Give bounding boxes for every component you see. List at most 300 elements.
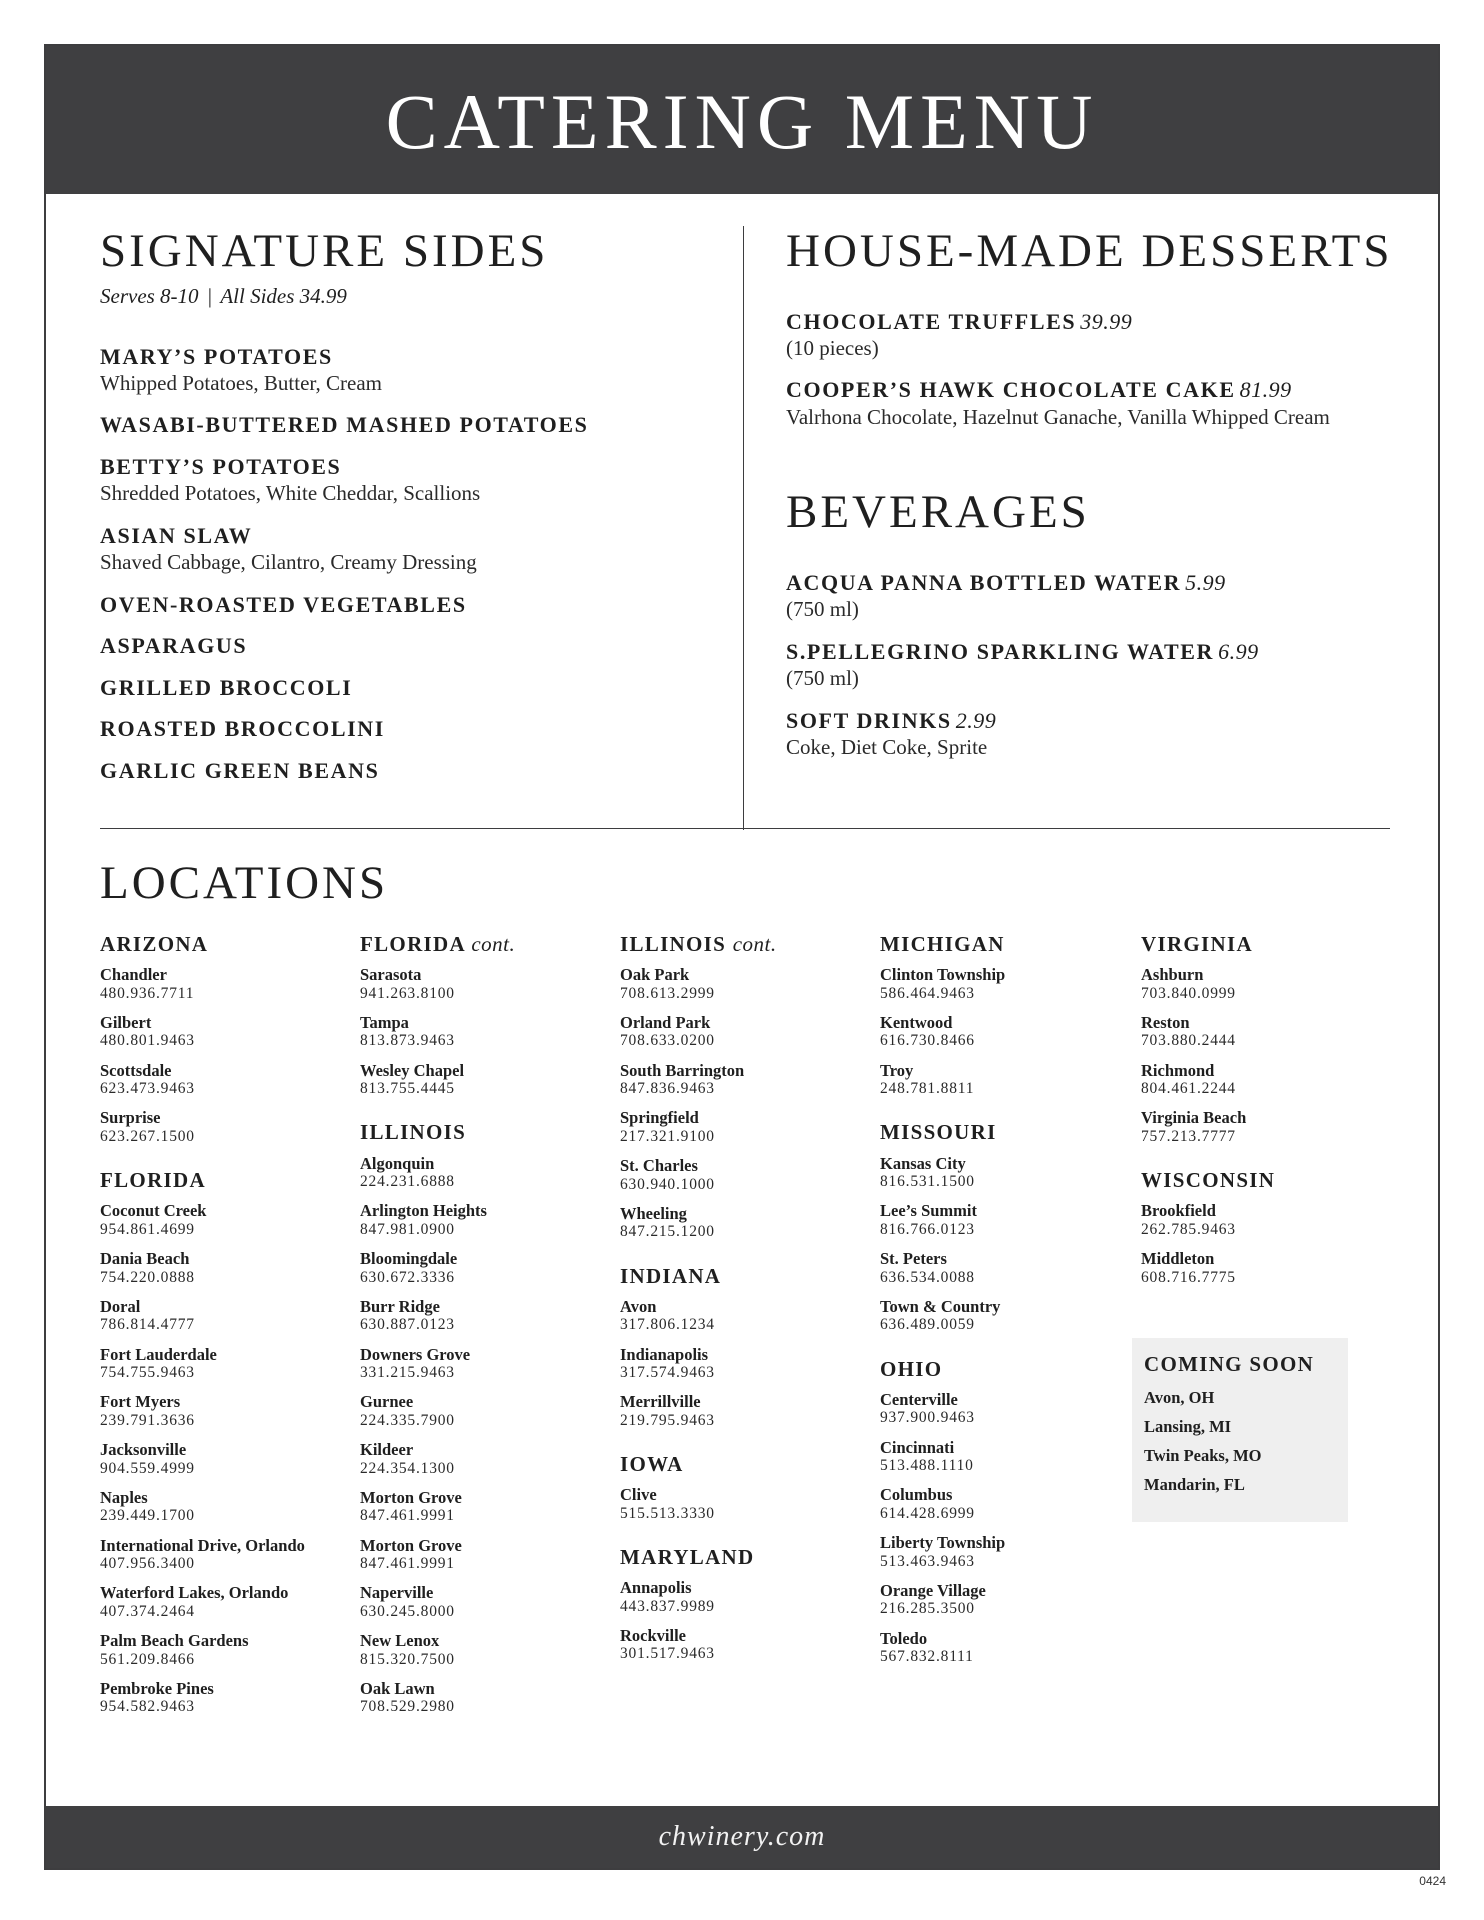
serves-line bbox=[100, 284, 740, 309]
location-phone: 443.837.9989 bbox=[620, 1597, 715, 1615]
menu-item bbox=[100, 522, 740, 577]
location-entry bbox=[880, 1201, 1136, 1239]
menu-item-price: 39.99 bbox=[1080, 308, 1133, 334]
menu-item-name: MARY’S POTATOES bbox=[100, 343, 333, 369]
location-entry bbox=[620, 1297, 876, 1335]
location-city: Lee’s Summit bbox=[880, 1201, 978, 1221]
location-entry bbox=[880, 1438, 1136, 1476]
location-phone: 636.489.0059 bbox=[880, 1316, 975, 1334]
state-heading bbox=[880, 1120, 1136, 1145]
location-entry bbox=[880, 1485, 1136, 1523]
location-city: Kildeer bbox=[360, 1440, 414, 1460]
state-continued-label: cont. bbox=[471, 932, 516, 956]
menu-item-name-line bbox=[100, 522, 740, 550]
menu-item bbox=[100, 411, 740, 439]
state-continued-label: cont. bbox=[732, 932, 777, 956]
location-city: Surprise bbox=[100, 1108, 161, 1128]
location-phone: 224.354.1300 bbox=[360, 1459, 455, 1477]
location-entry bbox=[880, 1581, 1136, 1619]
location-city: Town & Country bbox=[880, 1296, 1001, 1316]
location-entry bbox=[620, 1578, 876, 1616]
location-entry bbox=[100, 1108, 356, 1146]
location-entry bbox=[360, 1488, 616, 1526]
menu-item-name: ACQUA PANNA BOTTLED WATER bbox=[786, 569, 1182, 595]
location-city: Richmond bbox=[1141, 1060, 1215, 1080]
menu-item-name: GARLIC GREEN BEANS bbox=[100, 757, 380, 783]
state-heading bbox=[360, 932, 616, 957]
state-heading bbox=[620, 1452, 876, 1477]
location-city: Indianapolis bbox=[620, 1344, 709, 1364]
state-name: ILLINOIS bbox=[620, 932, 727, 956]
state-block bbox=[1141, 932, 1397, 1146]
location-city: Waterford Lakes, Orlando bbox=[100, 1583, 289, 1603]
location-city: Virginia Beach bbox=[1141, 1108, 1247, 1128]
location-phone: 480.936.7711 bbox=[100, 984, 195, 1002]
location-phone: 937.900.9463 bbox=[880, 1409, 975, 1427]
location-city: Ashburn bbox=[1141, 965, 1204, 985]
location-city: Gilbert bbox=[100, 1012, 152, 1032]
menu-item-name-line bbox=[100, 343, 740, 371]
location-city: Coconut Creek bbox=[100, 1201, 207, 1221]
state-name: VIRGINIA bbox=[1141, 932, 1253, 956]
menu-item-description: (10 pieces) bbox=[786, 336, 879, 361]
location-city: St. Charles bbox=[620, 1156, 698, 1176]
location-phone: 847.461.9991 bbox=[360, 1507, 455, 1525]
menu-item-price: 2.99 bbox=[955, 707, 997, 733]
menu-item-description: Coke, Diet Coke, Sprite bbox=[786, 735, 988, 760]
location-city: Clinton Township bbox=[880, 965, 1006, 985]
location-entry bbox=[1141, 1013, 1397, 1051]
location-city: Sarasota bbox=[360, 965, 422, 985]
location-phone: 703.880.2444 bbox=[1141, 1032, 1236, 1050]
state-block bbox=[880, 1357, 1136, 1667]
state-name: OHIO bbox=[880, 1356, 943, 1381]
menu-item bbox=[100, 453, 740, 508]
location-phone: 616.730.8466 bbox=[880, 1032, 975, 1050]
locations-column-1 bbox=[100, 932, 356, 1739]
location-entry bbox=[620, 1204, 876, 1242]
location-phone: 480.801.9463 bbox=[100, 1032, 195, 1050]
state-block bbox=[620, 1452, 876, 1523]
locations-column-3 bbox=[620, 932, 876, 1686]
state-block bbox=[880, 1120, 1136, 1334]
website-url[interactable]: chwinery.com bbox=[658, 1821, 826, 1852]
location-entry bbox=[1141, 1201, 1397, 1239]
location-city: Wesley Chapel bbox=[360, 1060, 465, 1080]
location-phone: 941.263.8100 bbox=[360, 984, 455, 1002]
location-city: Reston bbox=[1141, 1012, 1190, 1032]
location-phone: 954.861.4699 bbox=[100, 1220, 195, 1238]
location-city: Avon bbox=[620, 1296, 657, 1316]
location-phone: 248.781.8811 bbox=[880, 1080, 975, 1098]
location-city: Algonquin bbox=[360, 1153, 435, 1173]
coming-soon-list bbox=[1144, 1383, 1336, 1499]
location-entry bbox=[360, 1249, 616, 1287]
state-heading bbox=[880, 1357, 1136, 1382]
location-city: Palm Beach Gardens bbox=[100, 1631, 249, 1651]
locations-heading: LOCATIONS bbox=[100, 857, 389, 909]
location-city: Kansas City bbox=[880, 1153, 966, 1173]
menu-item bbox=[100, 757, 740, 785]
location-city: Brookfield bbox=[1141, 1201, 1216, 1221]
location-city: Burr Ridge bbox=[360, 1296, 440, 1316]
locations-column-2 bbox=[360, 932, 616, 1739]
menu-item bbox=[786, 638, 1406, 693]
coming-soon-location: Avon, OH bbox=[1144, 1388, 1215, 1407]
location-entry bbox=[360, 1583, 616, 1621]
location-city: Jacksonville bbox=[100, 1440, 187, 1460]
location-entry bbox=[620, 1156, 876, 1194]
location-entry bbox=[360, 1013, 616, 1051]
state-block bbox=[620, 1264, 876, 1430]
beverages-heading: BEVERAGES bbox=[786, 486, 1090, 539]
serves-separator: | bbox=[206, 283, 213, 308]
location-entry bbox=[360, 1345, 616, 1383]
location-city: Dania Beach bbox=[100, 1249, 190, 1269]
location-entry bbox=[620, 965, 876, 1003]
location-entry bbox=[1141, 1108, 1397, 1146]
location-city: Scottsdale bbox=[100, 1060, 172, 1080]
footer-band bbox=[46, 1806, 1438, 1868]
location-city: Orland Park bbox=[620, 1012, 711, 1032]
location-entry bbox=[880, 1061, 1136, 1099]
location-phone: 703.840.0999 bbox=[1141, 984, 1236, 1002]
state-heading bbox=[880, 932, 1136, 957]
location-city: Toledo bbox=[880, 1628, 928, 1648]
state-name: MARYLAND bbox=[620, 1545, 755, 1570]
location-entry bbox=[620, 1626, 876, 1664]
menu-item-name: S.PELLEGRINO SPARKLING WATER bbox=[786, 638, 1215, 664]
state-name: MISSOURI bbox=[880, 1120, 997, 1145]
state-heading bbox=[360, 1120, 616, 1145]
location-entry bbox=[360, 1061, 616, 1099]
location-entry bbox=[620, 1061, 876, 1099]
location-entry bbox=[360, 1536, 616, 1574]
location-city: Fort Lauderdale bbox=[100, 1344, 217, 1364]
location-entry bbox=[1141, 1061, 1397, 1099]
location-phone: 513.488.1110 bbox=[880, 1457, 974, 1475]
location-city: St. Peters bbox=[880, 1249, 947, 1269]
location-entry bbox=[100, 1536, 356, 1574]
menu-item-name-line bbox=[100, 411, 740, 439]
location-entry bbox=[360, 1440, 616, 1478]
menu-item bbox=[786, 569, 1406, 624]
menu-item-description: (750 ml) bbox=[786, 597, 859, 622]
menu-item bbox=[786, 308, 1406, 363]
location-phone: 847.461.9991 bbox=[360, 1555, 455, 1573]
menu-item-name: SOFT DRINKS bbox=[786, 707, 952, 733]
location-entry bbox=[100, 965, 356, 1003]
menu-item-name-line bbox=[786, 569, 1406, 597]
desserts-heading: HOUSE-MADE DESSERTS bbox=[786, 225, 1393, 277]
state-name: IOWA bbox=[620, 1452, 684, 1477]
state-heading bbox=[1141, 932, 1397, 957]
location-city: Chandler bbox=[100, 965, 167, 985]
menu-page bbox=[44, 44, 1440, 1870]
locations-column-5 bbox=[1141, 932, 1397, 1309]
coming-soon-box bbox=[1132, 1338, 1348, 1522]
menu-item-name-line bbox=[100, 757, 740, 785]
location-city: Naperville bbox=[360, 1583, 434, 1603]
location-phone: 816.766.0123 bbox=[880, 1220, 975, 1238]
state-heading bbox=[620, 932, 876, 957]
location-phone: 216.285.3500 bbox=[880, 1600, 975, 1618]
location-entry bbox=[620, 1345, 876, 1383]
location-city: International Drive, Orlando bbox=[100, 1535, 305, 1555]
menu-item bbox=[100, 715, 740, 743]
location-phone: 813.873.9463 bbox=[360, 1032, 455, 1050]
location-city: Oak Park bbox=[620, 965, 690, 985]
location-phone: 815.320.7500 bbox=[360, 1650, 455, 1668]
location-phone: 623.267.1500 bbox=[100, 1127, 195, 1145]
state-name: MICHIGAN bbox=[880, 932, 1005, 956]
state-block bbox=[360, 932, 616, 1098]
location-phone: 754.220.0888 bbox=[100, 1268, 195, 1286]
location-phone: 708.529.2980 bbox=[360, 1698, 455, 1716]
location-entry bbox=[620, 1485, 876, 1523]
menu-item-name-line bbox=[100, 453, 740, 481]
state-block bbox=[360, 1120, 616, 1716]
location-city: Springfield bbox=[620, 1108, 699, 1128]
location-entry bbox=[100, 1201, 356, 1239]
location-city: Columbus bbox=[880, 1485, 953, 1505]
document-code: 0424 bbox=[1419, 1874, 1446, 1888]
location-phone: 708.613.2999 bbox=[620, 984, 715, 1002]
location-city: South Barrington bbox=[620, 1060, 745, 1080]
state-block bbox=[1141, 1168, 1397, 1287]
location-phone: 630.887.0123 bbox=[360, 1316, 455, 1334]
location-phone: 847.836.9463 bbox=[620, 1080, 715, 1098]
location-entry bbox=[360, 1297, 616, 1335]
state-name: FLORIDA bbox=[360, 932, 465, 956]
menu-item bbox=[100, 674, 740, 702]
location-phone: 847.215.1200 bbox=[620, 1223, 715, 1241]
location-entry bbox=[880, 1390, 1136, 1428]
location-city: Cincinnati bbox=[880, 1437, 955, 1457]
state-heading bbox=[100, 932, 356, 957]
location-entry bbox=[100, 1345, 356, 1383]
location-entry bbox=[360, 1631, 616, 1669]
location-phone: 614.428.6999 bbox=[880, 1504, 975, 1522]
location-phone: 224.231.6888 bbox=[360, 1173, 455, 1191]
location-entry bbox=[100, 1440, 356, 1478]
location-city: Downers Grove bbox=[360, 1344, 471, 1364]
location-phone: 754.755.9463 bbox=[100, 1364, 195, 1382]
state-heading bbox=[1141, 1168, 1397, 1193]
menu-item-name-line bbox=[786, 308, 1406, 336]
menu-item-name-line bbox=[786, 376, 1406, 404]
menu-item bbox=[786, 376, 1406, 431]
menu-item-name-line bbox=[100, 591, 740, 619]
vertical-divider bbox=[743, 226, 744, 830]
location-entry bbox=[100, 1061, 356, 1099]
location-phone: 708.633.0200 bbox=[620, 1032, 715, 1050]
location-city: Pembroke Pines bbox=[100, 1678, 214, 1698]
location-phone: 217.321.9100 bbox=[620, 1127, 715, 1145]
menu-item bbox=[100, 591, 740, 619]
location-entry bbox=[880, 1629, 1136, 1667]
state-name: FLORIDA bbox=[100, 1168, 206, 1193]
location-city: New Lenox bbox=[360, 1631, 440, 1651]
menu-item-description: Whipped Potatoes, Butter, Cream bbox=[100, 371, 383, 396]
beverages-section bbox=[786, 487, 1406, 761]
location-city: Middleton bbox=[1141, 1249, 1215, 1269]
state-heading bbox=[620, 1264, 876, 1289]
state-block bbox=[620, 932, 876, 1242]
menu-item-name: ASPARAGUS bbox=[100, 633, 248, 659]
location-entry bbox=[100, 1249, 356, 1287]
state-block bbox=[620, 1545, 876, 1664]
location-phone: 407.374.2464 bbox=[100, 1602, 195, 1620]
location-city: Orange Village bbox=[880, 1580, 986, 1600]
all-sides-price: All Sides 34.99 bbox=[220, 283, 347, 308]
menu-item-name: BETTY’S POTATOES bbox=[100, 453, 342, 479]
location-entry bbox=[880, 965, 1136, 1003]
sides-list bbox=[100, 343, 740, 784]
location-entry bbox=[360, 965, 616, 1003]
state-name: WISCONSIN bbox=[1141, 1168, 1276, 1193]
location-entry bbox=[880, 1249, 1136, 1287]
location-phone: 954.582.9463 bbox=[100, 1698, 195, 1716]
menu-item-description: Valrhona Chocolate, Hazelnut Ganache, Vanilla Whipped Cream bbox=[786, 404, 1330, 429]
signature-sides-heading: SIGNATURE SIDES bbox=[100, 225, 549, 277]
location-city: Morton Grove bbox=[360, 1487, 462, 1507]
menu-item-name: GRILLED BROCCOLI bbox=[100, 674, 353, 700]
location-city: Oak Lawn bbox=[360, 1678, 435, 1698]
location-city: Gurnee bbox=[360, 1392, 414, 1412]
horizontal-divider bbox=[100, 828, 1390, 829]
menu-item-name: OVEN-ROASTED VEGETABLES bbox=[100, 591, 467, 617]
menu-item-name: ROASTED BROCCOLINI bbox=[100, 716, 385, 742]
state-name: ILLINOIS bbox=[360, 1120, 467, 1145]
location-phone: 515.513.3330 bbox=[620, 1504, 715, 1522]
location-phone: 317.574.9463 bbox=[620, 1364, 715, 1382]
location-entry bbox=[100, 1013, 356, 1051]
location-phone: 219.795.9463 bbox=[620, 1411, 715, 1429]
coming-soon-location: Lansing, MI bbox=[1144, 1417, 1232, 1436]
menu-item-price: 6.99 bbox=[1218, 638, 1259, 664]
beverages-list bbox=[786, 569, 1406, 761]
location-phone: 561.209.8466 bbox=[100, 1650, 195, 1668]
menu-item-name: ASIAN SLAW bbox=[100, 522, 253, 548]
location-phone: 239.791.3636 bbox=[100, 1411, 195, 1429]
location-entry bbox=[880, 1154, 1136, 1192]
location-entry bbox=[100, 1679, 356, 1717]
serves-text: Serves 8-10 bbox=[100, 283, 199, 308]
location-city: Fort Myers bbox=[100, 1392, 181, 1412]
location-city: Wheeling bbox=[620, 1203, 687, 1223]
coming-soon-title: COMING SOON bbox=[1144, 1352, 1315, 1376]
menu-item-name-line bbox=[100, 674, 740, 702]
location-city: Tampa bbox=[360, 1012, 409, 1032]
location-entry bbox=[880, 1533, 1136, 1571]
location-phone: 224.335.7900 bbox=[360, 1411, 455, 1429]
state-block bbox=[100, 1168, 356, 1716]
location-city: Bloomingdale bbox=[360, 1249, 458, 1269]
menu-item-name-line bbox=[786, 638, 1406, 666]
menu-item-price: 5.99 bbox=[1185, 569, 1226, 595]
location-entry bbox=[1141, 1249, 1397, 1287]
state-heading bbox=[100, 1168, 356, 1193]
menu-item-name-line bbox=[100, 632, 740, 660]
state-name: INDIANA bbox=[620, 1263, 722, 1288]
location-entry bbox=[620, 1108, 876, 1146]
page-title: CATERING MENU bbox=[385, 78, 1099, 165]
signature-sides-section bbox=[100, 226, 740, 798]
location-phone: 636.534.0088 bbox=[880, 1268, 975, 1286]
menu-item-description: Shredded Potatoes, White Cheddar, Scallions bbox=[100, 481, 481, 506]
location-phone: 786.814.4777 bbox=[100, 1316, 195, 1334]
location-phone: 301.517.9463 bbox=[620, 1645, 715, 1663]
menu-item-description: Shaved Cabbage, Cilantro, Creamy Dressing bbox=[100, 550, 477, 575]
location-phone: 262.785.9463 bbox=[1141, 1220, 1236, 1238]
location-phone: 317.806.1234 bbox=[620, 1316, 715, 1334]
location-entry bbox=[880, 1013, 1136, 1051]
desserts-section bbox=[786, 226, 1406, 775]
location-phone: 757.213.7777 bbox=[1141, 1127, 1236, 1145]
location-phone: 513.463.9463 bbox=[880, 1552, 975, 1570]
location-phone: 630.672.3336 bbox=[360, 1268, 455, 1286]
location-entry bbox=[620, 1392, 876, 1430]
location-city: Annapolis bbox=[620, 1578, 692, 1598]
desserts-list bbox=[786, 308, 1406, 432]
location-entry bbox=[100, 1631, 356, 1669]
state-block bbox=[100, 932, 356, 1146]
location-city: Clive bbox=[620, 1485, 657, 1505]
menu-item-name: CHOCOLATE TRUFFLES bbox=[786, 308, 1077, 334]
location-entry bbox=[360, 1201, 616, 1239]
menu-item-name-line bbox=[786, 707, 1406, 735]
location-city: Merrillville bbox=[620, 1392, 701, 1412]
location-phone: 816.531.1500 bbox=[880, 1173, 975, 1191]
location-city: Centerville bbox=[880, 1389, 958, 1409]
menu-item bbox=[100, 632, 740, 660]
location-entry bbox=[360, 1392, 616, 1430]
location-city: Arlington Heights bbox=[360, 1201, 487, 1221]
locations-column-4 bbox=[880, 932, 1136, 1688]
menu-item bbox=[100, 343, 740, 398]
state-name: ARIZONA bbox=[100, 932, 209, 956]
location-entry bbox=[360, 1154, 616, 1192]
location-entry bbox=[1141, 965, 1397, 1003]
menu-item-name: COOPER’S HAWK CHOCOLATE CAKE bbox=[786, 377, 1236, 403]
coming-soon-location: Twin Peaks, MO bbox=[1144, 1446, 1262, 1465]
location-phone: 331.215.9463 bbox=[360, 1364, 455, 1382]
menu-item-name: WASABI-BUTTERED MASHED POTATOES bbox=[100, 412, 589, 438]
location-city: Kentwood bbox=[880, 1012, 953, 1032]
location-entry bbox=[360, 1679, 616, 1717]
location-entry bbox=[620, 1013, 876, 1051]
location-phone: 630.245.8000 bbox=[360, 1602, 455, 1620]
location-phone: 847.981.0900 bbox=[360, 1220, 455, 1238]
state-heading bbox=[620, 1545, 876, 1570]
location-entry bbox=[100, 1392, 356, 1430]
location-phone: 239.449.1700 bbox=[100, 1507, 195, 1525]
location-city: Naples bbox=[100, 1487, 148, 1507]
menu-item bbox=[786, 707, 1406, 762]
location-phone: 567.832.8111 bbox=[880, 1648, 974, 1666]
location-city: Liberty Township bbox=[880, 1533, 1006, 1553]
coming-soon-location: Mandarin, FL bbox=[1144, 1475, 1245, 1494]
location-city: Doral bbox=[100, 1296, 141, 1316]
location-phone: 804.461.2244 bbox=[1141, 1080, 1236, 1098]
location-entry bbox=[100, 1583, 356, 1621]
state-block bbox=[880, 932, 1136, 1098]
location-phone: 407.956.3400 bbox=[100, 1555, 195, 1573]
location-phone: 623.473.9463 bbox=[100, 1080, 195, 1098]
location-entry bbox=[880, 1297, 1136, 1335]
header-band bbox=[46, 46, 1438, 194]
